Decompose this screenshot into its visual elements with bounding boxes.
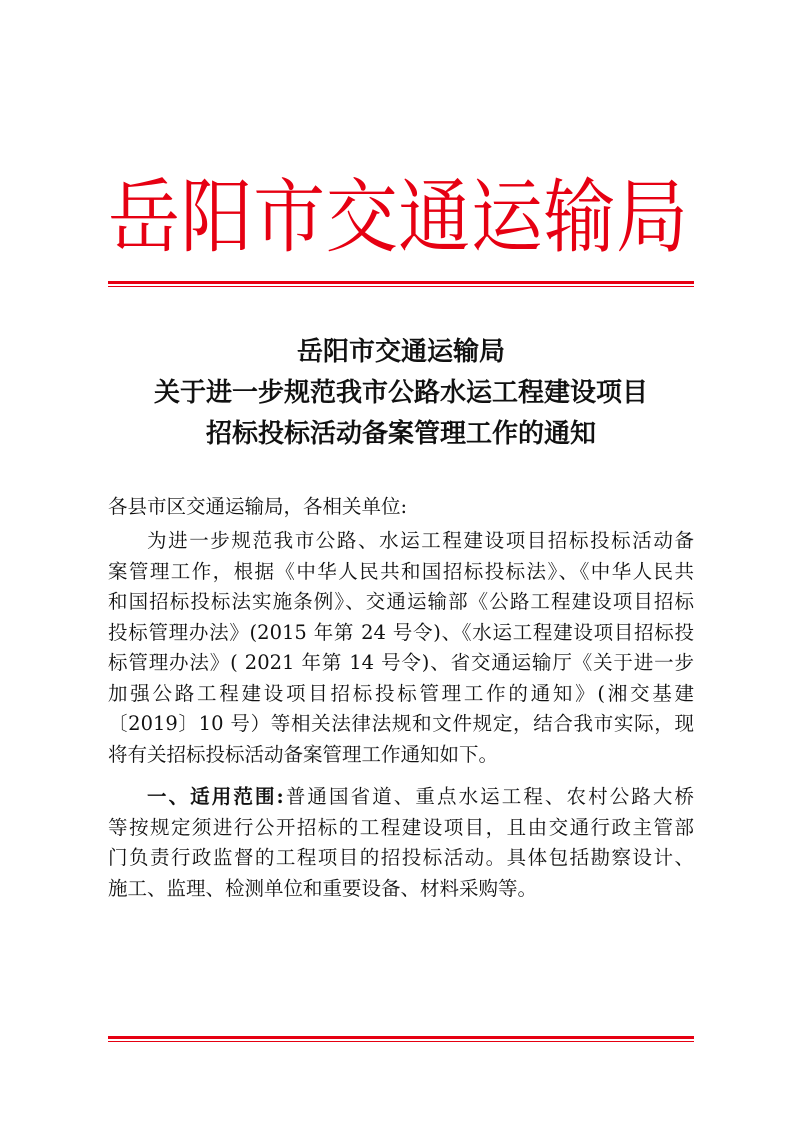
paragraph-line: 为进一步规范我市公路、水运工程建设项目招标投标活动备	[147, 529, 694, 552]
document-title	[108, 332, 694, 455]
document-body	[108, 492, 694, 904]
title-line-1: 岳阳市交通运输局	[296, 337, 505, 367]
title-line-3: 招标投标活动备案管理工作的通知	[205, 419, 596, 449]
red-divider-top	[108, 281, 694, 287]
section-1-heading: 一、适用范围:	[147, 785, 284, 808]
masthead-char: 输	[543, 169, 616, 265]
paragraph-line: 加强公路工程建设项目招标投标管理工作的通知》(湘交基建	[108, 681, 694, 705]
paragraph-line: 案管理工作，根据《中华人民共和国招标投标法》、《中华人民共	[108, 559, 694, 583]
section-1-first-rest: 普通国省道、重点水运工程、农村公路大桥	[283, 785, 694, 808]
paragraph-line: 施工、监理、检测单位和重要设备、材料采购等。	[108, 876, 538, 900]
title-line-2: 关于进一步规范我市公路水运工程建设项目	[153, 378, 648, 408]
masthead-char: 通	[398, 169, 471, 265]
masthead-char: 局	[615, 169, 688, 265]
masthead-char: 交	[325, 169, 398, 265]
paragraph-line: 和国招标投标法实施条例》、交通运输部《公路工程建设项目招标	[108, 590, 694, 613]
masthead-char: 运	[470, 169, 543, 265]
red-divider-bottom	[108, 1036, 694, 1042]
masthead-char: 岳	[108, 169, 181, 265]
paragraph-line: 等按规定须进行公开招标的工程建设项目，且由交通行政主管部	[108, 815, 694, 839]
paragraph-line: 将有关招标投标活动备案管理工作通知如下。	[108, 742, 499, 766]
paragraph-1	[108, 526, 694, 770]
paragraph-line: 〔2019〕10 号）等相关法律法规和文件规定，结合我市实际，现	[108, 712, 694, 735]
paragraph-line: 投标管理办法》(2015 年第 24 号令)、《水运工程建设项目招标投	[108, 620, 694, 644]
section-1	[108, 782, 694, 904]
masthead-org-name	[108, 168, 688, 266]
paragraph-line: 标管理办法》( 2021 年第 14 号令)、省交通运输厅《关于进一步	[108, 651, 694, 674]
masthead-char: 市	[253, 169, 326, 265]
salutation: 各县市区交通运输局，各相关单位:	[108, 495, 408, 518]
masthead-char: 阳	[180, 169, 253, 265]
section-1-first-line	[108, 782, 694, 813]
paragraph-line: 门负责行政监督的工程项目的招投标活动。具体包括勘察设计、	[108, 846, 694, 869]
